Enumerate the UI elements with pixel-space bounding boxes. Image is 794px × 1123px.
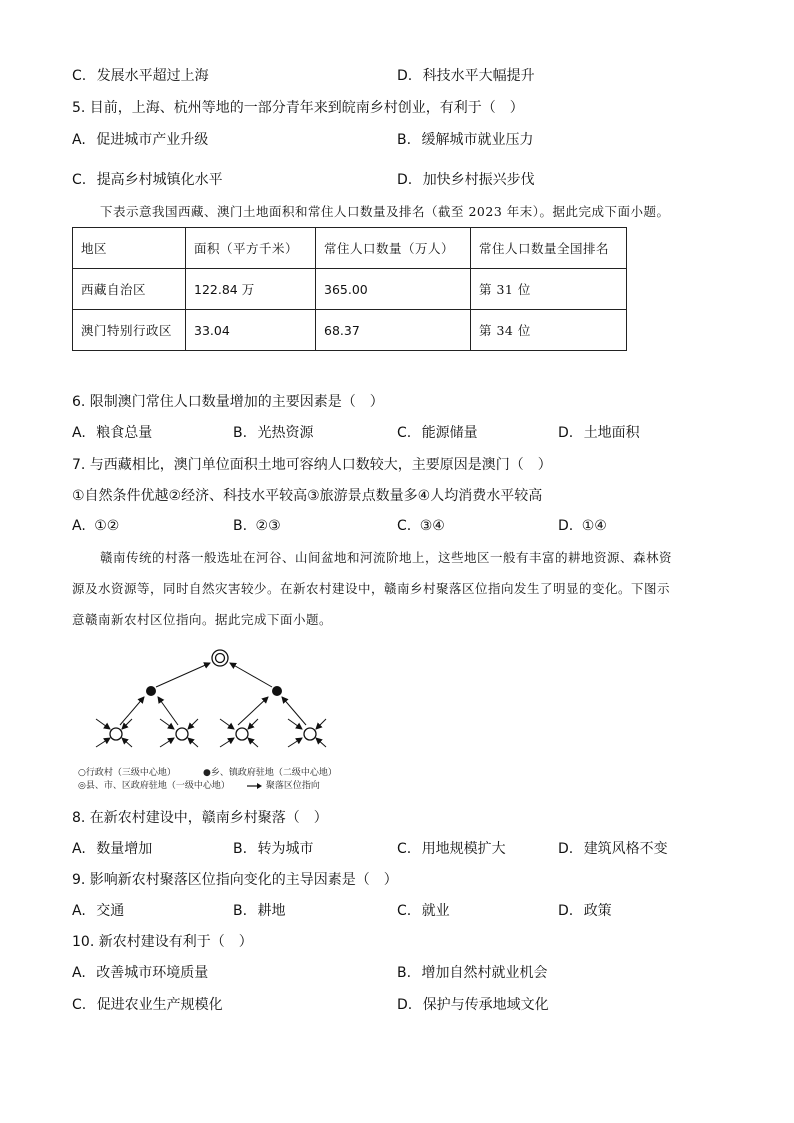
table-cell: 68.37 [316, 310, 471, 351]
village-icon [236, 728, 248, 740]
q7-stem: 7. 与西藏相比，澳门单位面积土地可容纳人口数较大，主要原因是澳门（ ） [72, 457, 552, 473]
legend-arrow-item [247, 778, 320, 791]
option-text: ①② [94, 518, 120, 534]
option-text: 保护与传承地域文化 [422, 997, 549, 1013]
option-letter: B. [233, 903, 248, 919]
table-row [73, 269, 627, 310]
table-cell: 365.00 [316, 269, 471, 310]
arrow-line [230, 663, 272, 687]
q4-option-d[interactable] [397, 67, 535, 85]
legend-township: ●乡、镇政府驻地（二级中心地） [203, 768, 337, 778]
option-letter: C. [72, 997, 87, 1013]
q4-option-c[interactable] [72, 67, 209, 85]
village-icon [304, 728, 316, 740]
option-letter: D. [558, 518, 574, 534]
table-cell: 第 31 位 [471, 269, 627, 310]
q6-option-b[interactable] [233, 424, 314, 442]
arrow-line [120, 697, 144, 725]
q9-option-c[interactable] [397, 902, 450, 920]
option-letter: B. [233, 425, 248, 441]
option-letter: B. [397, 965, 412, 981]
option-text: 促进城市产业升级 [96, 132, 209, 148]
table-row [73, 310, 627, 351]
village-icon [110, 728, 122, 740]
option-letter: A. [72, 903, 86, 919]
table-cell: 122.84 万 [186, 269, 316, 310]
q10-option-c[interactable] [72, 996, 223, 1014]
village-icon [176, 728, 188, 740]
option-letter: A. [72, 518, 86, 534]
option-text: 增加自然村就业机会 [421, 965, 548, 981]
option-letter: B. [233, 518, 248, 534]
option-text: 土地面积 [583, 425, 640, 441]
q9-option-b[interactable] [233, 902, 286, 920]
data-table [72, 227, 627, 351]
legend-arrow-label: 聚落区位指向 [265, 781, 320, 791]
option-letter: C. [397, 425, 412, 441]
option-letter: D. [397, 997, 413, 1013]
q8-option-d[interactable] [558, 840, 668, 858]
q7-option-b[interactable] [233, 517, 281, 535]
option-text: 缓解城市就业压力 [421, 132, 534, 148]
option-text: 政策 [583, 903, 612, 919]
table-header-cell: 常住人口数量（万人） [316, 228, 471, 269]
option-text: 粮食总量 [96, 425, 153, 441]
option-letter: B. [397, 132, 412, 148]
q9-option-a[interactable] [72, 902, 124, 920]
table-intro: 下表示意我国西藏、澳门土地面积和常住人口数量及排名（截至 2023 年末）。据此完成下面小题。 [100, 204, 670, 219]
q6-option-d[interactable] [558, 424, 640, 442]
table-header-cell: 常住人口数量全国排名 [471, 228, 627, 269]
option-letter: D. [558, 841, 574, 857]
arrow-line [282, 697, 306, 725]
option-text: 数量增加 [96, 841, 153, 857]
table-cell: 第 34 位 [471, 310, 627, 351]
q10-option-b[interactable] [397, 964, 548, 982]
option-letter: A. [72, 841, 86, 857]
q10-stem: 10. 新农村建设有利于（ ） [72, 934, 253, 950]
q10-option-a[interactable] [72, 964, 208, 982]
option-letter: C. [72, 172, 87, 188]
q7-option-d[interactable] [558, 517, 607, 535]
option-letter: C. [397, 518, 412, 534]
option-text: 就业 [421, 903, 450, 919]
option-text: ③④ [419, 518, 445, 534]
option-letter: D. [397, 68, 413, 84]
passage-line-2: 源及水资源等，同时自然灾害较少。在新农村建设中，赣南乡村聚落区位指向发生了明显的变化。下图示 [72, 581, 671, 596]
table-header-cell: 地区 [73, 228, 186, 269]
inbound-arrows [96, 719, 326, 747]
arrow-icon [247, 782, 263, 790]
q9-option-d[interactable] [558, 902, 612, 920]
settlement-location-diagram [70, 645, 370, 765]
option-letter: A. [72, 965, 86, 981]
option-text: 科技水平大幅提升 [422, 68, 535, 84]
q8-option-a[interactable] [72, 840, 152, 858]
option-text: 发展水平超过上海 [96, 68, 209, 84]
q8-stem: 8. 在新农村建设中，赣南乡村聚落（ ） [72, 810, 328, 826]
option-text: 改善城市环境质量 [96, 965, 209, 981]
q6-option-a[interactable] [72, 424, 152, 442]
option-letter: B. [233, 841, 248, 857]
option-letter: D. [558, 425, 574, 441]
county-seat-icon [212, 650, 228, 666]
arrow-line [156, 663, 210, 687]
option-text: 耕地 [257, 903, 286, 919]
option-text: ②③ [255, 518, 281, 534]
q5-option-c[interactable] [72, 171, 223, 189]
q9-stem: 9. 影响新农村聚落区位指向变化的主导因素是（ ） [72, 872, 398, 888]
arrow-line [238, 697, 268, 725]
q5-option-a[interactable] [72, 131, 208, 149]
legend-county: ◎县、市、区政府驻地（一级中心地） [78, 781, 230, 791]
passage-line-3: 意赣南新农村区位指向。据此完成下面小题。 [72, 612, 333, 627]
table-cell: 33.04 [186, 310, 316, 351]
q5-option-b[interactable] [397, 131, 534, 149]
option-letter: A. [72, 425, 86, 441]
option-letter: D. [558, 903, 574, 919]
arrow-line [158, 697, 178, 725]
option-text: ①④ [581, 518, 607, 534]
passage-line-1: 赣南传统的村落一般选址在河谷、山间盆地和河流阶地上，这些地区一般有丰富的耕地资源、森林资 [100, 550, 673, 565]
q6-stem: 6. 限制澳门常住人口数量增加的主要因素是（ ） [72, 394, 384, 410]
option-letter: C. [72, 68, 87, 84]
option-letter: C. [397, 841, 412, 857]
q6-option-c[interactable] [397, 424, 478, 442]
q8-option-c[interactable] [397, 840, 506, 858]
q8-option-b[interactable] [233, 840, 314, 858]
option-letter: A. [72, 132, 86, 148]
option-text: 交通 [96, 903, 125, 919]
q7-option-c[interactable] [397, 517, 445, 535]
option-letter: C. [397, 903, 412, 919]
table-header-row [73, 228, 627, 269]
q7-statements: ①自然条件优越②经济、科技水平较高③旅游景点数量多④人均消费水平较高 [72, 488, 543, 504]
q5-option-d[interactable] [397, 171, 535, 189]
q5-stem: 5. 目前，上海、杭州等地的一部分青年来到皖南乡村创业，有利于（ ） [72, 100, 524, 116]
township-icon [272, 686, 282, 696]
table-header-cell: 面积（平方千米） [186, 228, 316, 269]
option-text: 转为城市 [257, 841, 314, 857]
legend-village: ○行政村（三级中心地） [78, 768, 176, 778]
q10-option-d[interactable] [397, 996, 549, 1014]
option-text: 能源储量 [421, 425, 478, 441]
township-icon [146, 686, 156, 696]
option-text: 加快乡村振兴步伐 [422, 172, 535, 188]
option-text: 提高乡村城镇化水平 [96, 172, 223, 188]
option-text: 促进农业生产规模化 [96, 997, 223, 1013]
option-text: 用地规模扩大 [421, 841, 506, 857]
option-letter: D. [397, 172, 413, 188]
option-text: 建筑风格不变 [583, 841, 668, 857]
table-cell: 澳门特别行政区 [73, 310, 186, 351]
table-cell: 西藏自治区 [73, 269, 186, 310]
option-text: 光热资源 [257, 425, 314, 441]
q7-option-a[interactable] [72, 517, 119, 535]
